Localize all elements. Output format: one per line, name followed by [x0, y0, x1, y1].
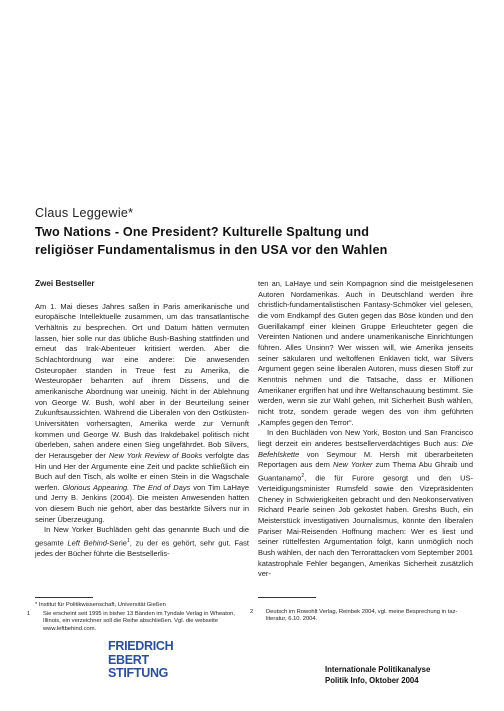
article-title — [35, 223, 475, 259]
book-title-nyrb: New York Review of Books — [108, 450, 203, 460]
footnote-number: 1 — [27, 611, 31, 617]
fes-logo — [108, 640, 188, 686]
left-paragraph-1 — [35, 302, 249, 526]
footnote-rule-right — [258, 597, 316, 598]
footnote-2 — [250, 609, 472, 624]
right-paragraph-2 — [258, 428, 473, 580]
footnote-text: Sie erscheint seit 1995 in bisher 13 Bänden im Tyndale Verlag in Wheaton, Illinois, ein verzeichner soll die Reihe abschließen. Vgl. die webseite www.leftbehind.com. — [43, 611, 235, 632]
text-run: In den Buchläden von New York, Boston und San Francisco liegt derzeit ein anderes bestsellerverdächtiges Buch aus: — [258, 428, 473, 448]
footnote-1 — [27, 611, 249, 633]
footer-issue: Politik Info, Oktober 2004 — [325, 675, 419, 685]
left-paragraph-2 — [35, 525, 249, 559]
footnote-ref-1[interactable]: 1 — [126, 538, 130, 545]
text-run: von Tim LaHaye und Jerry B. Jenkins (2004). Die meisten Anwesenden hatten von diesem Buch nie gehört, aber das bestärkte Silvers nur in seiner Überzeugung. — [35, 482, 249, 524]
text-run: verfolgte das Hin und Her der Argumente eine Zeit und packte schließlich ein Buch auf den Tisch, als wollte er einen Stein in die Wagschale werfen. — [35, 450, 250, 492]
text-run: , die für Furore gesorgt und den US-Verteidigungsminister Rumsfeld sowie den Vizepräsidenten Cheney in Schwierigkeiten gebracht und den Neokonservativen Richard Pearle seinen Job gekostet haben. Greshs Buch, ein Meisterstück investigativen Journalismus, könnte den liberalen Pariser Mai-Reisenden Hoffnung machen: Wer es liest und seiner rüttelfesten Argumentation folgt, kann unmöglich noch Bush wählen, der nach den Terrorattacken vom September 2001 katastrophale Fehler begangen, Amerikas Sicherheit zusätzlich ver- — [258, 473, 473, 579]
text-run: , zu der es gehört, sehr gut. Fast jedes der Bücher führte die Bestsellerlis- — [35, 538, 249, 559]
text-run: Am 1. Mai dieses Jahres saßen in Paris amerikanische und europäische Intellektuelle zusammen, um das transatlantische Verhältnis zu besprechen. Ort und Datum hätten vermuten lassen, hier solle nur das übliche Bush-Bashing stattfinden und erneut das Irak-Abenteuer kritisiert werden. Aber die Schlachtordnung war eine andere: Die anwesenden Osteuropäer standen in Treue fest zu Amerika, die Westeuropäer beharrten auf ihrem Dissens, und die amerikanische Abordnung war uneinig. Nicht in der Ablehnung von George W. Bush, wohl aber in der Beurteilung seiner Zukunftsaussichten. Während die Liberalen von den Ostküsten-Universitäten vorhersagten, Amerika werde zur Vernunft kommen und George W. Bush das Irakdebakel politisch nicht überleben, sahen andere einen Sieg ungefährdet. Bob Silvers, der Herausgeber der — [35, 301, 249, 460]
text-run: ten an, LaHaye und sein Kompagnon sind die meistgelesenen Autoren Nordamerikas. Auch in Deutschland werden ihre christlich-fundamentalistischen Fantasy-Schmöker viel gelesen, die vom Endkampf des Guten gegen das Böse künden und den Guerillakampf einer kleinen Gruppe Erleuchteter gegen die Vereinten Nationen und andere unamerikanische Einrichtungen führen. Alles Unsinn? Wer wissen will, wie Amerika jenseits seiner säkularen und weltoffenen Enklaven tickt, war Silvers Argument gegen seine liberalen Autoren, muss diesen Stoff zur Kenntnis nehmen und die Tatsache, dass er Millionen Amerikaner ergriffen hat und ihre Weltanschauung bestimmt. Sie werden, wenn sie zur Wahl gehen, mit Sicherheit Bush wählen, nicht trotz, sondern gerade wegen des von ihm geführten „Kampfes gegen den Terror“. — [258, 279, 473, 427]
series-title: Left Behind — [67, 538, 107, 548]
book-title-befehlskette: Die Befehlskette — [258, 438, 473, 459]
footnote-rule-left — [35, 597, 93, 598]
text-run: zum Thema Abu Ghraib und Guantanamo — [258, 460, 473, 483]
footnote-text: Deutsch im Rowohlt Verlag, Reinbek 2004, vgl. meine Besprechung in taz-literatur, 6.10. 2004. — [266, 609, 458, 623]
book-title-glorious: Glorious Appearing. The End of Days — [62, 482, 191, 492]
title-line-1: Two Nations - One President? Kulturelle Spaltung und — [35, 225, 370, 239]
right-paragraph-1 — [258, 279, 473, 428]
text-run: von Seymour M. Hersh mit überarbeiteten Reportagen aus dem — [258, 449, 473, 470]
author-name: Claus Leggewie* — [35, 206, 134, 220]
text-run: -Serie — [106, 538, 127, 548]
footnote-ref-2[interactable]: 2 — [301, 472, 305, 479]
text-run: In New Yorker Buchläden geht das genannte Buch und die gesamte — [35, 525, 249, 548]
logo-line-3: STIFTUNG — [108, 666, 169, 680]
right-column — [258, 279, 473, 580]
left-column — [35, 279, 249, 560]
footnote-star: * Institut für Politikwissenschaft, Universität Gießen — [35, 602, 166, 608]
title-line-2: religiöser Fundamentalismus in den USA vor den Wahlen — [35, 243, 388, 257]
logo-line-2: EBERT — [108, 652, 149, 667]
logo-line-1: FRIEDRICH — [108, 639, 174, 653]
section-heading: Zwei Bestseller — [35, 279, 95, 288]
footer-series: Internationale Politikanalyse — [325, 665, 431, 674]
magazine-title: New Yorker — [332, 460, 373, 470]
footnote-number: 2 — [250, 609, 254, 615]
publication-footer — [325, 665, 475, 686]
